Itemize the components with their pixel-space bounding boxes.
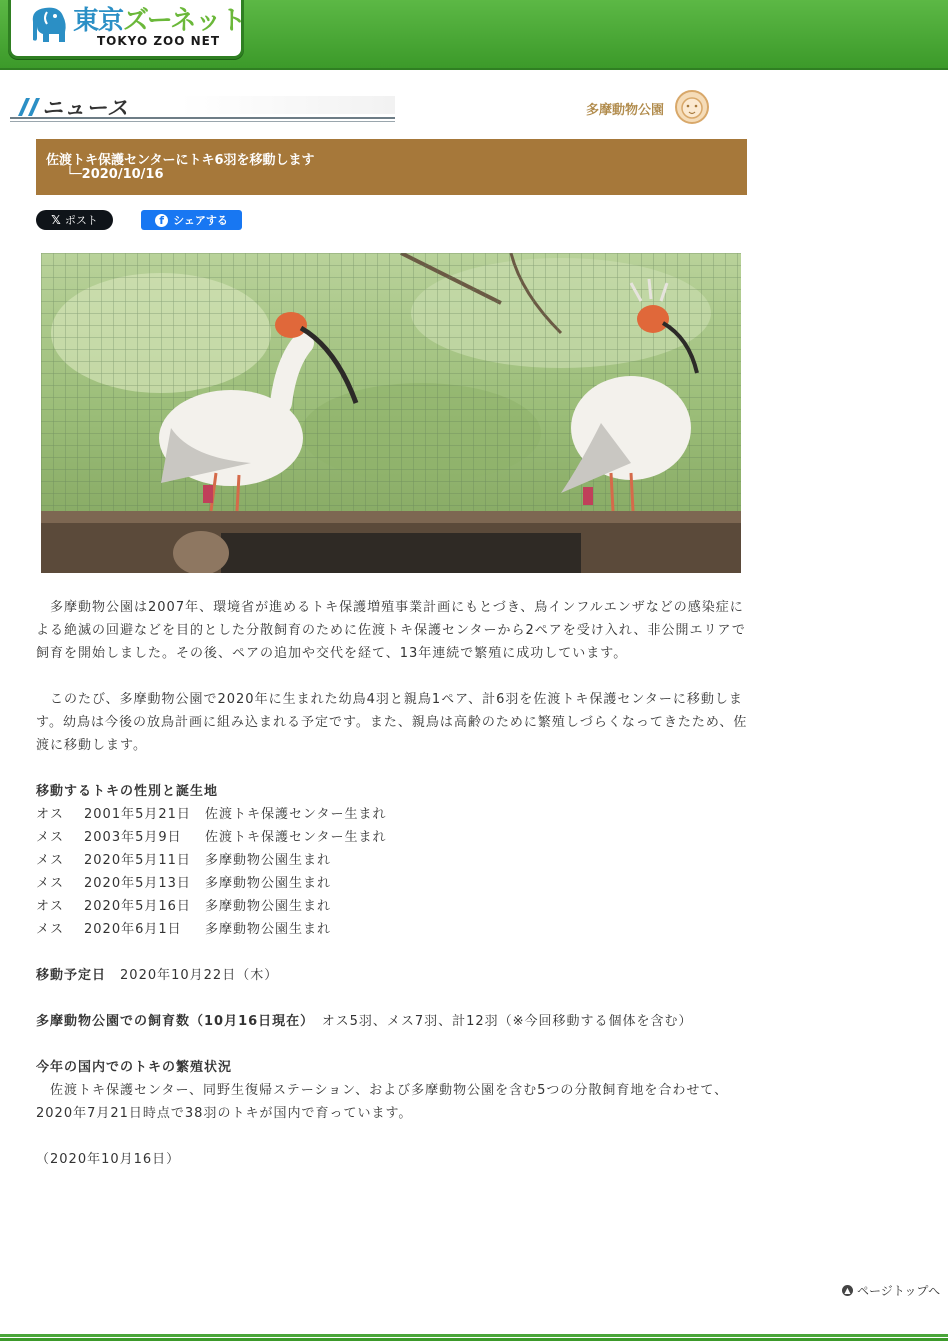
- section-heading: [10, 94, 395, 122]
- bird-row: メス 2003年5月9日 佐渡トキ保護センター生まれ: [36, 830, 387, 845]
- article-title: 佐渡トキ保護センターにトキ6羽を移動します: [46, 153, 315, 168]
- x-post-button[interactable]: [36, 210, 113, 230]
- logo-english: TOKYO ZOO NET: [97, 34, 221, 48]
- section-title: ニュース: [42, 96, 129, 120]
- move-date-line: [36, 964, 748, 987]
- page-top-link[interactable]: [842, 1282, 940, 1299]
- move-date-label: 移動予定日: [36, 968, 107, 983]
- article-paragraph: このたび、多摩動物公園で2020年に生まれた幼鳥4羽と親鳥1ペア、計6羽を佐渡トキ保護センターに移動します。幼鳥は今後の放鳥計画に組み込まれる予定です。また、親鳥は高齢のために繁殖しづらくなってきたため、佐渡に移動します。: [36, 692, 748, 753]
- crested-ibis-photo: [41, 253, 741, 573]
- status-text: 佐渡トキ保護センター、同野生復帰ステーション、および多摩動物公園を含む5つの分散飼育地を合わせて、2020年7月21日時点で38羽のトキが国内で育っています。: [36, 1083, 729, 1121]
- page-top-label: ページトップへ: [857, 1284, 941, 1298]
- article-body: [36, 596, 748, 1171]
- heading-rule: [10, 117, 395, 119]
- article-date: └─2020/10/16: [66, 167, 164, 182]
- count-value: オス5羽、メス7羽、計12羽（※今回移動する個体を含む）: [321, 1014, 693, 1029]
- facebook-share-button[interactable]: [141, 210, 242, 230]
- site-header: [0, 0, 948, 70]
- status-heading: 今年の国内でのトキの繁殖状況: [36, 1060, 233, 1075]
- bird-row: メス 2020年5月11日 多摩動物公園生まれ: [36, 853, 332, 868]
- facebook-share-label: シェアする: [173, 214, 228, 227]
- logo-japanese: 東京ズーネット: [73, 6, 246, 36]
- birds-heading: 移動するトキの性別と誕生地: [36, 784, 219, 799]
- footer-rule: [0, 1334, 948, 1337]
- bird-row: オス 2001年5月21日 佐渡トキ保護センター生まれ: [36, 807, 387, 822]
- elephant-icon: [25, 2, 71, 48]
- x-logo-icon: 𝕏: [51, 213, 61, 227]
- article-paragraph: 多摩動物公園は2007年、環境省が進めるトキ保護増殖事業計画にもとづき、鳥インフルエンザなどの感染症による絶滅の回避などを目的とした分散飼育のために佐渡トキ保護センターから2ペアを受け入れ、非公開エリアで飼育を開始しました。その後、ペアの追加や交代を経て、13年連続で繁殖に成功しています。: [36, 600, 746, 661]
- zoo-name: 多摩動物公園: [586, 103, 665, 118]
- up-arrow-circle-icon: ▲: [842, 1285, 853, 1296]
- x-post-label: ポスト: [64, 214, 98, 227]
- heading-fade: [180, 96, 395, 114]
- facebook-logo-icon: f: [155, 214, 168, 227]
- bird-row: オス 2020年5月16日 多摩動物公園生まれ: [36, 899, 332, 914]
- count-label: 多摩動物公園での飼育数（10月16日現在）: [36, 1014, 308, 1029]
- article-title-box: [36, 139, 747, 195]
- site-logo[interactable]: [8, 0, 244, 59]
- heading-rule-thin: [10, 121, 395, 122]
- lion-icon: [674, 88, 710, 130]
- birds-list: [36, 803, 748, 941]
- count-line: [36, 1010, 748, 1033]
- article-footer-date: （2020年10月16日）: [36, 1152, 181, 1167]
- bird-row: メス 2020年5月13日 多摩動物公園生まれ: [36, 876, 332, 891]
- bird-row: メス 2020年6月1日 多摩動物公園生まれ: [36, 922, 332, 937]
- move-date-value: 2020年10月22日（木）: [120, 968, 279, 983]
